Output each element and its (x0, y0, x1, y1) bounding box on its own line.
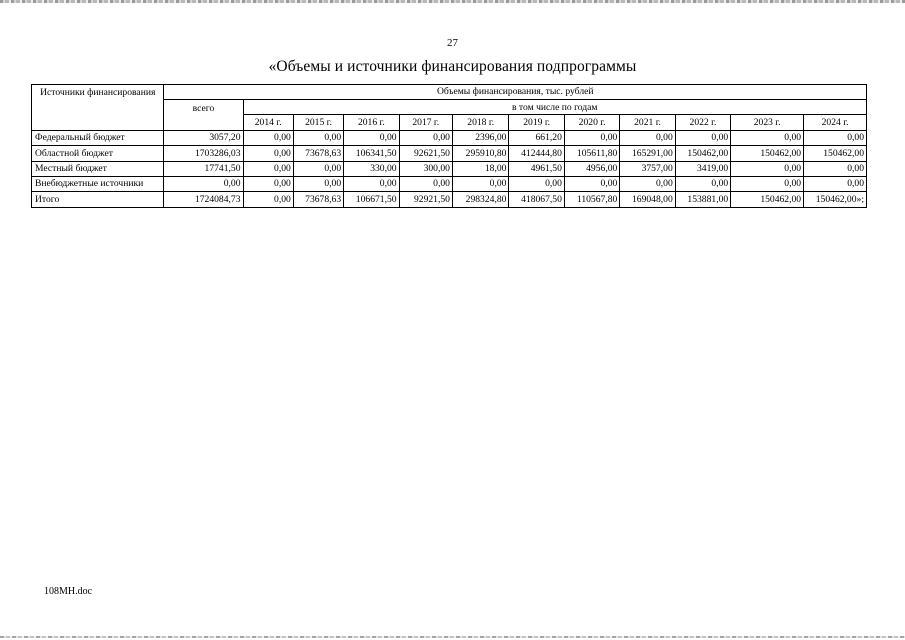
row-year-value: 0,00 (399, 130, 452, 145)
row-year-value: 412444,80 (509, 146, 564, 161)
row-year-value: 0,00 (243, 192, 293, 207)
row-year-value: 150462,00 (731, 146, 804, 161)
row-year-value: 298324,80 (452, 192, 508, 207)
row-total-value: 0,00 (164, 176, 243, 191)
row-year-value: 0,00 (731, 176, 804, 191)
row-year-value: 0,00 (293, 176, 343, 191)
row-year-value: 150462,00 (731, 192, 804, 207)
table-row (32, 130, 867, 145)
row-total-value: 1724084,73 (164, 192, 243, 207)
table-body (32, 130, 867, 207)
row-year-value: 92621,50 (399, 146, 452, 161)
page-number: 27 (447, 37, 458, 49)
table-row (32, 161, 867, 176)
scan-edge-bottom (0, 636, 905, 638)
row-year-value: 0,00 (243, 161, 293, 176)
row-total-value: 3057,20 (164, 130, 243, 145)
row-year-value: 110567,80 (564, 192, 619, 207)
row-year-value: 661,20 (509, 130, 564, 145)
footer-filename: 108МН.doc (44, 586, 93, 597)
header-sources: Источники финансирования (32, 85, 164, 131)
row-year-value: 0,00 (804, 161, 867, 176)
row-year-value: 0,00 (344, 176, 399, 191)
row-year-value: 300,00 (399, 161, 452, 176)
row-year-value: 0,00 (564, 176, 619, 191)
row-year-value: 3419,00 (675, 161, 730, 176)
scan-edge-top (0, 0, 905, 3)
row-year-value: 0,00 (620, 176, 675, 191)
row-year-value: 0,00 (293, 130, 343, 145)
row-source-name: Федеральный бюджет (32, 130, 164, 145)
row-year-value: 0,00 (509, 176, 564, 191)
row-year-value: 2396,00 (452, 130, 508, 145)
header-year: 2021 г. (620, 115, 675, 130)
table-header-row-1 (32, 85, 867, 100)
row-year-value: 0,00 (731, 161, 804, 176)
table-row (32, 192, 867, 207)
row-year-value: 0,00 (731, 130, 804, 145)
row-year-value: 4956,00 (564, 161, 619, 176)
row-year-value: 4961,50 (509, 161, 564, 176)
row-year-value: 150462,00 (804, 146, 867, 161)
header-year: 2015 г. (293, 115, 343, 130)
row-year-value: 73678,63 (293, 192, 343, 207)
row-year-value: 150462,00 (675, 146, 730, 161)
row-year-value: 0,00 (344, 130, 399, 145)
header-year: 2023 г. (731, 115, 804, 130)
row-total-value: 17741,50 (164, 161, 243, 176)
row-year-value: 73678,63 (293, 146, 343, 161)
row-year-value: 92921,50 (399, 192, 452, 207)
row-year-value: 18,00 (452, 161, 508, 176)
row-year-value: 0,00 (399, 176, 452, 191)
row-year-value: 0,00 (452, 176, 508, 191)
row-year-value: 0,00 (675, 176, 730, 191)
row-year-value: 153881,00 (675, 192, 730, 207)
row-year-value: 0,00 (293, 161, 343, 176)
row-year-value: 295910,80 (452, 146, 508, 161)
row-year-value: 169048,00 (620, 192, 675, 207)
row-year-value: 150462,00»; (804, 192, 867, 207)
header-year: 2020 г. (564, 115, 619, 130)
row-year-value: 418067,50 (509, 192, 564, 207)
table-row (32, 176, 867, 191)
header-by-years: в том числе по годам (243, 100, 866, 115)
row-year-value: 0,00 (804, 130, 867, 145)
row-year-value: 330,00 (344, 161, 399, 176)
row-source-name: Областной бюджет (32, 146, 164, 161)
header-year: 2018 г. (452, 115, 508, 130)
row-year-value: 0,00 (243, 146, 293, 161)
header-year: 2024 г. (804, 115, 867, 130)
row-source-name: Местный бюджет (32, 161, 164, 176)
row-year-value: 0,00 (243, 176, 293, 191)
header-year: 2019 г. (509, 115, 564, 130)
row-year-value: 3757,00 (620, 161, 675, 176)
row-source-name: Внебюджетные источники (32, 176, 164, 191)
header-volume: Объемы финансирования, тыс. рублей (164, 85, 867, 100)
row-year-value: 0,00 (243, 130, 293, 145)
header-year: 2022 г. (675, 115, 730, 130)
row-year-value: 0,00 (620, 130, 675, 145)
row-year-value: 165291,00 (620, 146, 675, 161)
financing-table (31, 84, 867, 208)
header-year: 2017 г. (399, 115, 452, 130)
header-year: 2014 г. (243, 115, 293, 130)
row-year-value: 105611,80 (564, 146, 619, 161)
document-title: «Объемы и источники финансирования подпрограммы (268, 58, 637, 75)
row-source-name: Итого (32, 192, 164, 207)
row-year-value: 0,00 (675, 130, 730, 145)
row-total-value: 1703286,03 (164, 146, 243, 161)
table-row (32, 146, 867, 161)
row-year-value: 0,00 (564, 130, 619, 145)
header-total: всего (164, 100, 243, 130)
row-year-value: 0,00 (804, 176, 867, 191)
row-year-value: 106341,50 (344, 146, 399, 161)
row-year-value: 106671,50 (344, 192, 399, 207)
header-year: 2016 г. (344, 115, 399, 130)
